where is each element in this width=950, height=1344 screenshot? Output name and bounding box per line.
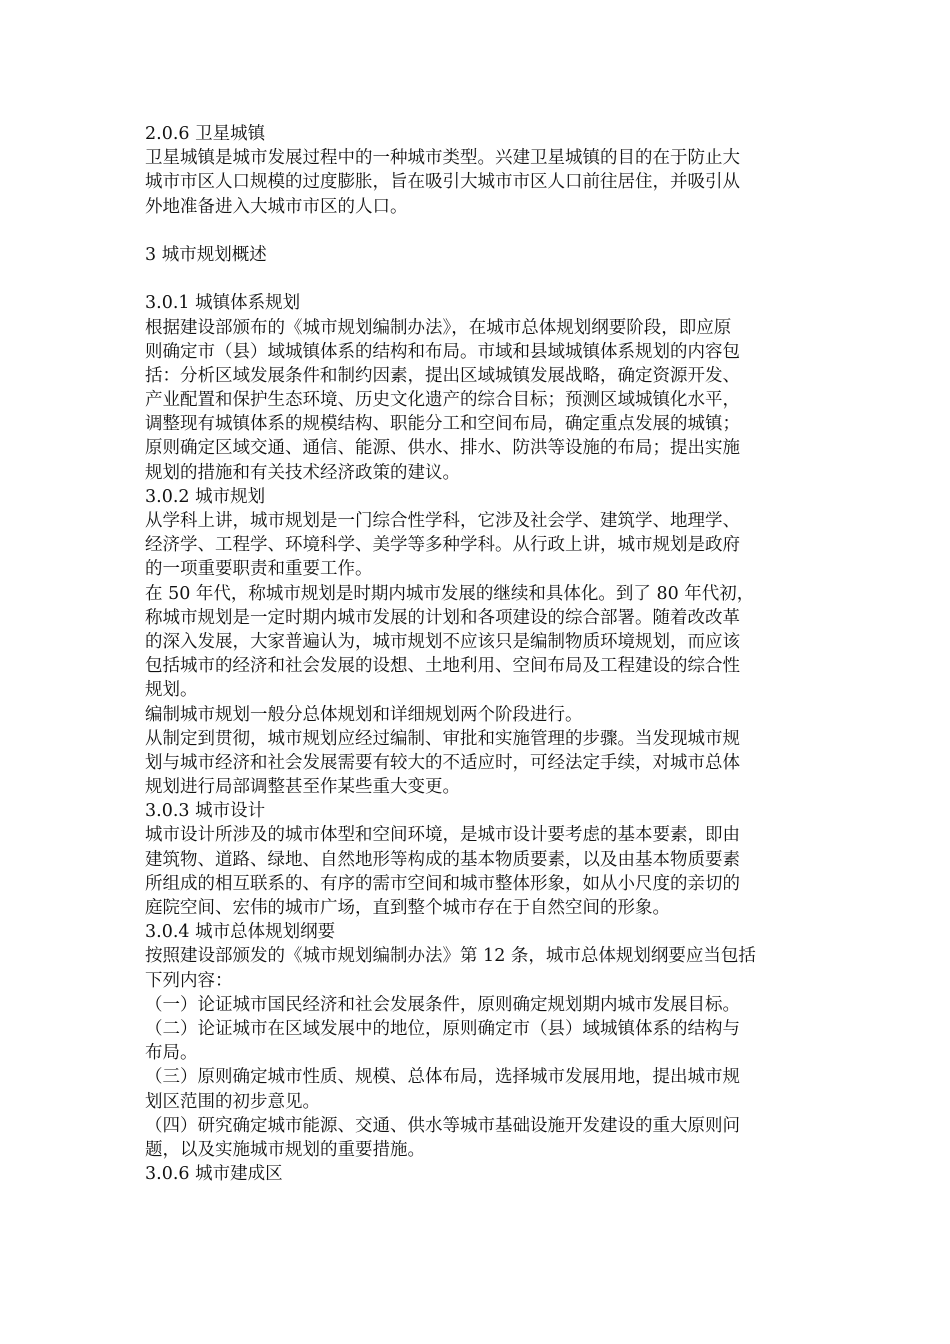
heading-text: 3.0.2 城市规划 (145, 486, 266, 507)
paragraph (145, 582, 810, 703)
paragraph-line: 从学科上讲，城市规划是一门综合性学科，它涉及社会学、建筑学、地理学、 (145, 511, 740, 531)
blank-line (145, 219, 810, 243)
paragraph-line: 经济学、工程学、环境科学、美学等多种学科。从行政上讲，城市规划是政府 (145, 535, 740, 556)
paragraph (145, 993, 810, 1017)
paragraph-line: （一）论证城市国民经济和社会发展条件，原则确定规划期内城市发展目标。 (145, 994, 740, 1015)
paragraph (145, 509, 810, 582)
paragraph (145, 1017, 810, 1065)
paragraph (145, 823, 810, 920)
paragraph (145, 146, 810, 219)
paragraph-line: 规划进行局部调整甚至作某些重大变更。 (145, 777, 460, 798)
paragraph-line: 庭院空间、宏伟的城市广场，直到整个城市存在于自然空间的形象。 (145, 898, 670, 918)
heading-text: 3.0.6 城市建成区 (145, 1164, 283, 1185)
paragraph-line: 原则确定区域交通、通信、能源、供水、排水、防洪等设施的布局；提出实施 (145, 438, 740, 459)
paragraph (145, 703, 810, 727)
paragraph-line: （三）原则确定城市性质、规模、总体布局，选择城市发展用地，提出城市规 (145, 1067, 740, 1088)
paragraph-line: 编制城市规划一般分总体规划和详细规划两个阶段进行。 (145, 704, 583, 725)
document-page (145, 122, 810, 1186)
paragraph-line: 布局。 (145, 1043, 198, 1064)
paragraph-line: 卫星城镇是城市发展过程中的一种城市类型。兴建卫星城镇的目的在于防止大 (145, 148, 740, 169)
paragraph-line: 规划的措施和有关技术经济政策的建议。 (145, 462, 460, 483)
heading-text: 3.0.4 城市总体规划纲要 (145, 922, 336, 943)
paragraph-line: 所组成的相互联系的、有序的需市空间和城市整体形象，如从小尺度的亲切的 (145, 873, 740, 894)
paragraph-line: 城市设计所涉及的城市体型和空间环境，是城市设计要考虑的基本要素，即由 (145, 825, 740, 846)
paragraph-line: 城市市区人口规模的过度膨胀，旨在吸引大城市市区人口前往居住，并吸引从 (145, 172, 740, 193)
paragraph-line: 产业配置和保护生态环境、历史文化遗产的综合目标；预测区域城镇化水平， (145, 390, 740, 411)
section-heading (145, 291, 810, 315)
section-heading (145, 485, 810, 509)
section-heading (145, 122, 810, 146)
section-heading (145, 799, 810, 823)
paragraph-line: 的深入发展，大家普遍认为，城市规划不应该只是编制物质环境规划，而应该 (145, 631, 740, 652)
paragraph-line: 称城市规划是一定时期内城市发展的计划和各项建设的综合部署。随着改改革 (145, 607, 740, 628)
paragraph (145, 1114, 810, 1162)
heading-text: 3 城市规划概述 (145, 244, 267, 265)
paragraph-line: 建筑物、道路、绿地、自然地形等构成的基本物质要素，以及由基本物质要素 (145, 849, 740, 870)
section-heading (145, 1162, 810, 1186)
paragraph-line: 括：分析区域发展条件和制约因素，提出区域城镇发展战略，确定资源开发、 (145, 365, 740, 386)
paragraph (145, 316, 810, 485)
paragraph-line: 按照建设部颁发的《城市规划编制办法》第 12 条，城市总体规划纲要应当包括 (145, 946, 756, 967)
paragraph-line: 规划。 (145, 680, 198, 701)
paragraph-line: 外地准备进入大城市市区的人口。 (145, 196, 408, 217)
section-heading (145, 243, 810, 267)
heading-text: 3.0.3 城市设计 (145, 801, 266, 822)
paragraph-line: 划与城市经济和社会发展需要有较大的不适应时，可经法定手续，对城市总体 (145, 752, 740, 773)
section-heading (145, 920, 810, 944)
paragraph-line: 包括城市的经济和社会发展的设想、土地利用、空间布局及工程建设的综合性 (145, 656, 740, 677)
paragraph-line: （四）研究确定城市能源、交通、供水等城市基础设施开发建设的重大原则问 (145, 1115, 740, 1136)
paragraph (145, 944, 810, 992)
paragraph-line: 调整现有城镇体系的规模结构、职能分工和空间布局，确定重点发展的城镇； (145, 414, 740, 435)
paragraph-line: 下列内容： (145, 970, 233, 991)
paragraph (145, 1065, 810, 1113)
paragraph (145, 727, 810, 800)
paragraph-line: 题，以及实施城市规划的重要措施。 (145, 1139, 425, 1160)
heading-text: 2.0.6 卫星城镇 (145, 124, 266, 144)
paragraph-line: 从制定到贯彻，城市规划应经过编制、审批和实施管理的步骤。当发现城市规 (145, 728, 740, 749)
paragraph-line: 的一项重要职责和重要工作。 (145, 559, 373, 580)
paragraph-line: 根据建设部颁布的《城市规划编制办法》，在城市总体规划纲要阶段，即应原 (145, 317, 732, 338)
paragraph-line: 划区范围的初步意见。 (145, 1091, 320, 1112)
paragraph-line: （二）论证城市在区域发展中的地位，原则确定市（县）域城镇体系的结构与 (145, 1018, 740, 1039)
heading-text: 3.0.1 城镇体系规划 (145, 293, 301, 314)
paragraph-line: 则确定市（县）域城镇体系的结构和布局。市域和县域城镇体系规划的内容包 (145, 341, 740, 362)
paragraph-line: 在 50 年代，称城市规划是时期内城市发展的继续和具体化。到了 80 年代初， (145, 583, 755, 604)
blank-line (145, 267, 810, 291)
